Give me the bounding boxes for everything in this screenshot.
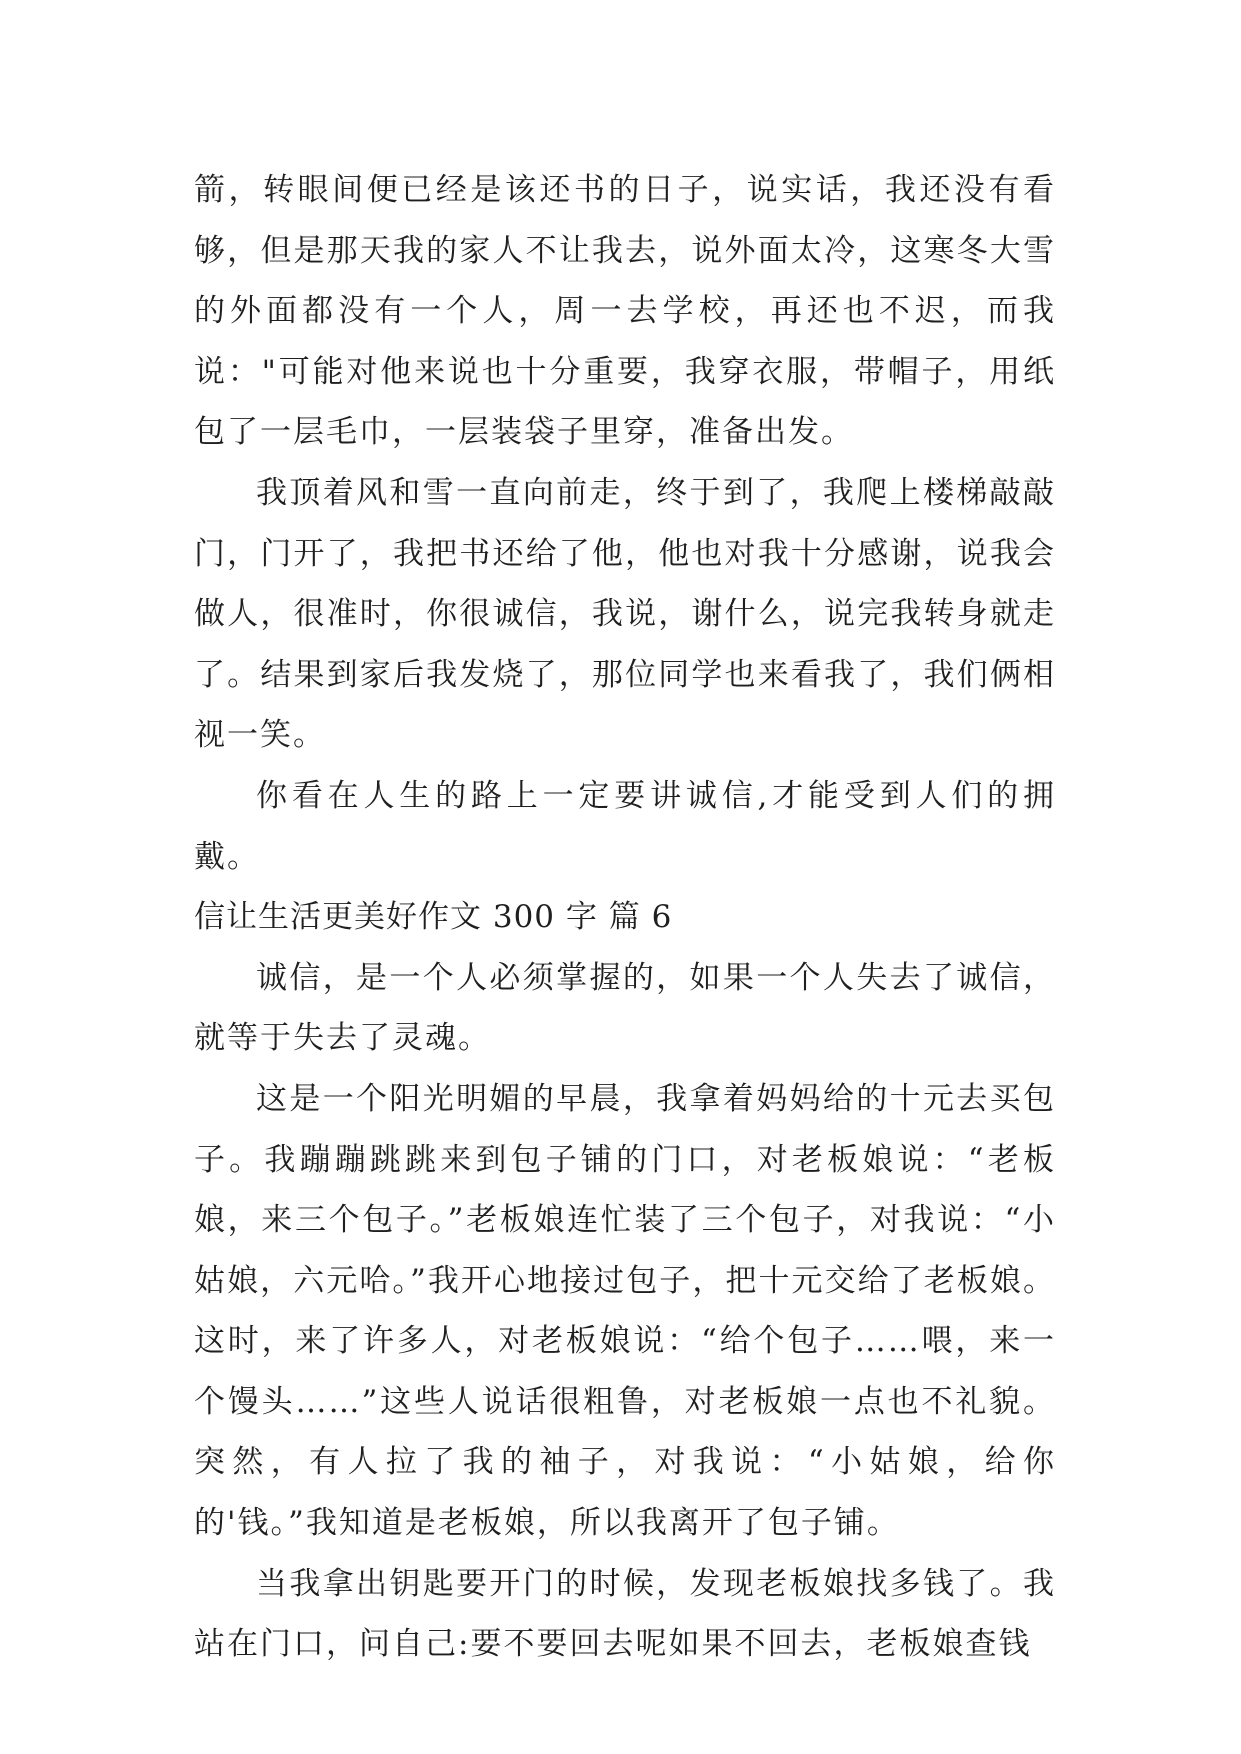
paragraph: 你看在人生的路上一定要讲诚信,才能受到人们的拥戴。	[194, 777, 1056, 875]
paragraph: 当我拿出钥匙要开门的时候，发现老板娘找多钱了。我站在门口，问自己:要不要回去呢如果不回去，老板娘查钱	[194, 1565, 1056, 1663]
paragraph: 箭，转眼间便已经是该还书的日子，说实话，我还没有看够，但是那天我的家人不让我去，说外面太冷，这寒冬大雪的外面都没有一个人，周一去学校，再还也不迟，而我说："可能对他来说也十分重要，我穿衣服，带帽子，用纸包了一层毛巾，一层装袋子里穿，准备出发。	[194, 172, 1056, 451]
paragraph: 我顶着风和雪一直向前走，终于到了，我爬上楼梯敲敲门，门开了，我把书还给了他，他也对我十分感谢，说我会做人，很准时，你很诚信，我说，谢什么，说完我转身就走了。结果到家后我发烧了，那位同学也来看我了，我们俩相视一笑。	[194, 474, 1056, 754]
section-heading: 信让生活更美好作文 300 字 篇 6	[194, 899, 673, 936]
paragraph: 这是一个阳光明媚的早晨，我拿着妈妈给的十元去买包子。我蹦蹦跳跳来到包子铺的门口，对老板娘说：“老板娘，来三个包子。”老板娘连忙装了三个包子，对我说：“小姑娘，六元哈。”我开心地接过包子，把十元交给了老板娘。这时，来了许多人，对老板娘说：“给个包子……喂，来一个馒头……”这些人说话很粗鲁，对老板娘一点也不礼貌。突然，有人拉了我的袖子，对我说：“小姑娘，给你的'钱。”我知道是老板娘，所以我离开了包子铺。	[194, 1080, 1056, 1542]
document-body	[194, 160, 1056, 1675]
paragraph: 诚信，是一个人必须掌握的，如果一个人失去了诚信，就等于失去了灵魂。	[194, 959, 1056, 1057]
